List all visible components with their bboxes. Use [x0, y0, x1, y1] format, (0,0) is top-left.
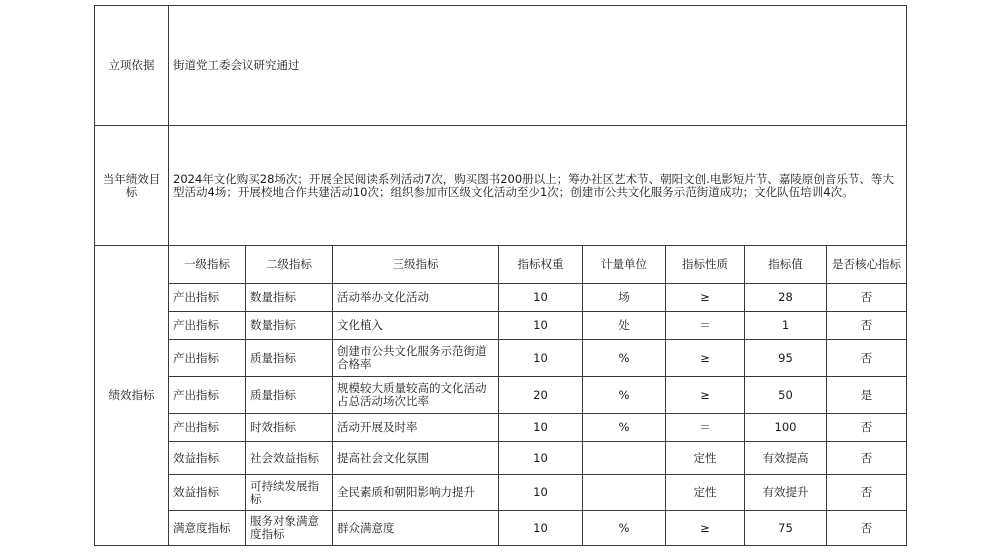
cell-core: 否: [827, 511, 907, 546]
header-core: 是否核心指标: [827, 246, 907, 284]
cell-core: 否: [827, 312, 907, 340]
cell-weight: 10: [499, 511, 583, 546]
header-level2: 二级指标: [246, 246, 333, 284]
cell-level1: 产出指标: [169, 284, 246, 312]
cell-level3: 文化植入: [333, 312, 499, 340]
cell-weight: 10: [499, 284, 583, 312]
goal-row: [95, 126, 907, 246]
indicators-label: 绩效指标: [95, 246, 169, 546]
cell-weight: 20: [499, 377, 583, 414]
cell-unit: [583, 475, 666, 511]
cell-level1: 产出指标: [169, 377, 246, 414]
cell-weight: 10: [499, 312, 583, 340]
cell-level3: 活动举办文化活动: [333, 284, 499, 312]
cell-value: 28: [745, 284, 827, 312]
cell-level1: 效益指标: [169, 442, 246, 475]
cell-value: 95: [745, 340, 827, 377]
cell-unit: %: [583, 377, 666, 414]
cell-level3: 提高社会文化氛围: [333, 442, 499, 475]
table-row: [95, 475, 907, 511]
cell-unit: [583, 442, 666, 475]
table-row: [95, 511, 907, 546]
cell-nature: ＝: [666, 414, 745, 442]
table-row: [95, 312, 907, 340]
cell-level3: 创建市公共文化服务示范街道合格率: [333, 340, 499, 377]
cell-nature: 定性: [666, 475, 745, 511]
cell-unit: %: [583, 511, 666, 546]
goal-value: 2024年文化购买28场次；开展全民阅读系列活动7次，购买图书200册以上；筹办社区艺术节、朝阳文创.电影短片节、嘉陵原创音乐节、等大型活动4场；开展校地合作共建活动10次；组织参加市区级文化活动至少1次；创建市公共文化服务示范街道成功；文化队伍培训4次。: [169, 126, 907, 246]
cell-value: 有效提升: [745, 475, 827, 511]
basis-row: [95, 6, 907, 126]
cell-value: 100: [745, 414, 827, 442]
header-level1: 一级指标: [169, 246, 246, 284]
basis-label: 立项依据: [95, 6, 169, 126]
cell-level1: 产出指标: [169, 340, 246, 377]
cell-level1: 满意度指标: [169, 511, 246, 546]
cell-core: 否: [827, 475, 907, 511]
cell-value: 75: [745, 511, 827, 546]
cell-level1: 产出指标: [169, 414, 246, 442]
cell-core: 否: [827, 284, 907, 312]
header-unit: 计量单位: [583, 246, 666, 284]
table-row: [95, 442, 907, 475]
cell-level2: 数量指标: [246, 284, 333, 312]
cell-level2: 数量指标: [246, 312, 333, 340]
table-row: [95, 377, 907, 414]
cell-nature: ≥: [666, 511, 745, 546]
cell-weight: 10: [499, 414, 583, 442]
cell-level2: 时效指标: [246, 414, 333, 442]
cell-value: 1: [745, 312, 827, 340]
cell-level2: 质量指标: [246, 340, 333, 377]
cell-weight: 10: [499, 442, 583, 475]
cell-weight: 10: [499, 340, 583, 377]
cell-level2: 可持续发展指标: [246, 475, 333, 511]
cell-nature: ≥: [666, 340, 745, 377]
header-level3: 三级指标: [333, 246, 499, 284]
cell-level3: 规模较大质量较高的文化活动占总活动场次比率: [333, 377, 499, 414]
cell-level3: 群众满意度: [333, 511, 499, 546]
cell-level2: 社会效益指标: [246, 442, 333, 475]
header-weight: 指标权重: [499, 246, 583, 284]
cell-weight: 10: [499, 475, 583, 511]
cell-unit: %: [583, 414, 666, 442]
table-row: [95, 414, 907, 442]
cell-value: 50: [745, 377, 827, 414]
cell-level1: 效益指标: [169, 475, 246, 511]
cell-core: 否: [827, 340, 907, 377]
cell-unit: %: [583, 340, 666, 377]
cell-level3: 全民素质和朝阳影响力提升: [333, 475, 499, 511]
cell-unit: 场: [583, 284, 666, 312]
cell-level1: 产出指标: [169, 312, 246, 340]
cell-level2: 质量指标: [246, 377, 333, 414]
cell-core: 是: [827, 377, 907, 414]
goal-label: 当年绩效目标: [95, 126, 169, 246]
table-row: [95, 340, 907, 377]
cell-level3: 活动开展及时率: [333, 414, 499, 442]
performance-table: [94, 5, 907, 546]
cell-core: 否: [827, 442, 907, 475]
cell-value: 有效提高: [745, 442, 827, 475]
cell-level2: 服务对象满意度指标: [246, 511, 333, 546]
cell-nature: ≥: [666, 377, 745, 414]
header-value: 指标值: [745, 246, 827, 284]
indicator-header-row: [95, 246, 907, 284]
cell-nature: ≥: [666, 284, 745, 312]
cell-unit: 处: [583, 312, 666, 340]
basis-value: 街道党工委会议研究通过: [169, 6, 907, 126]
table-row: [95, 284, 907, 312]
cell-nature: ＝: [666, 312, 745, 340]
header-nature: 指标性质: [666, 246, 745, 284]
cell-nature: 定性: [666, 442, 745, 475]
cell-core: 否: [827, 414, 907, 442]
